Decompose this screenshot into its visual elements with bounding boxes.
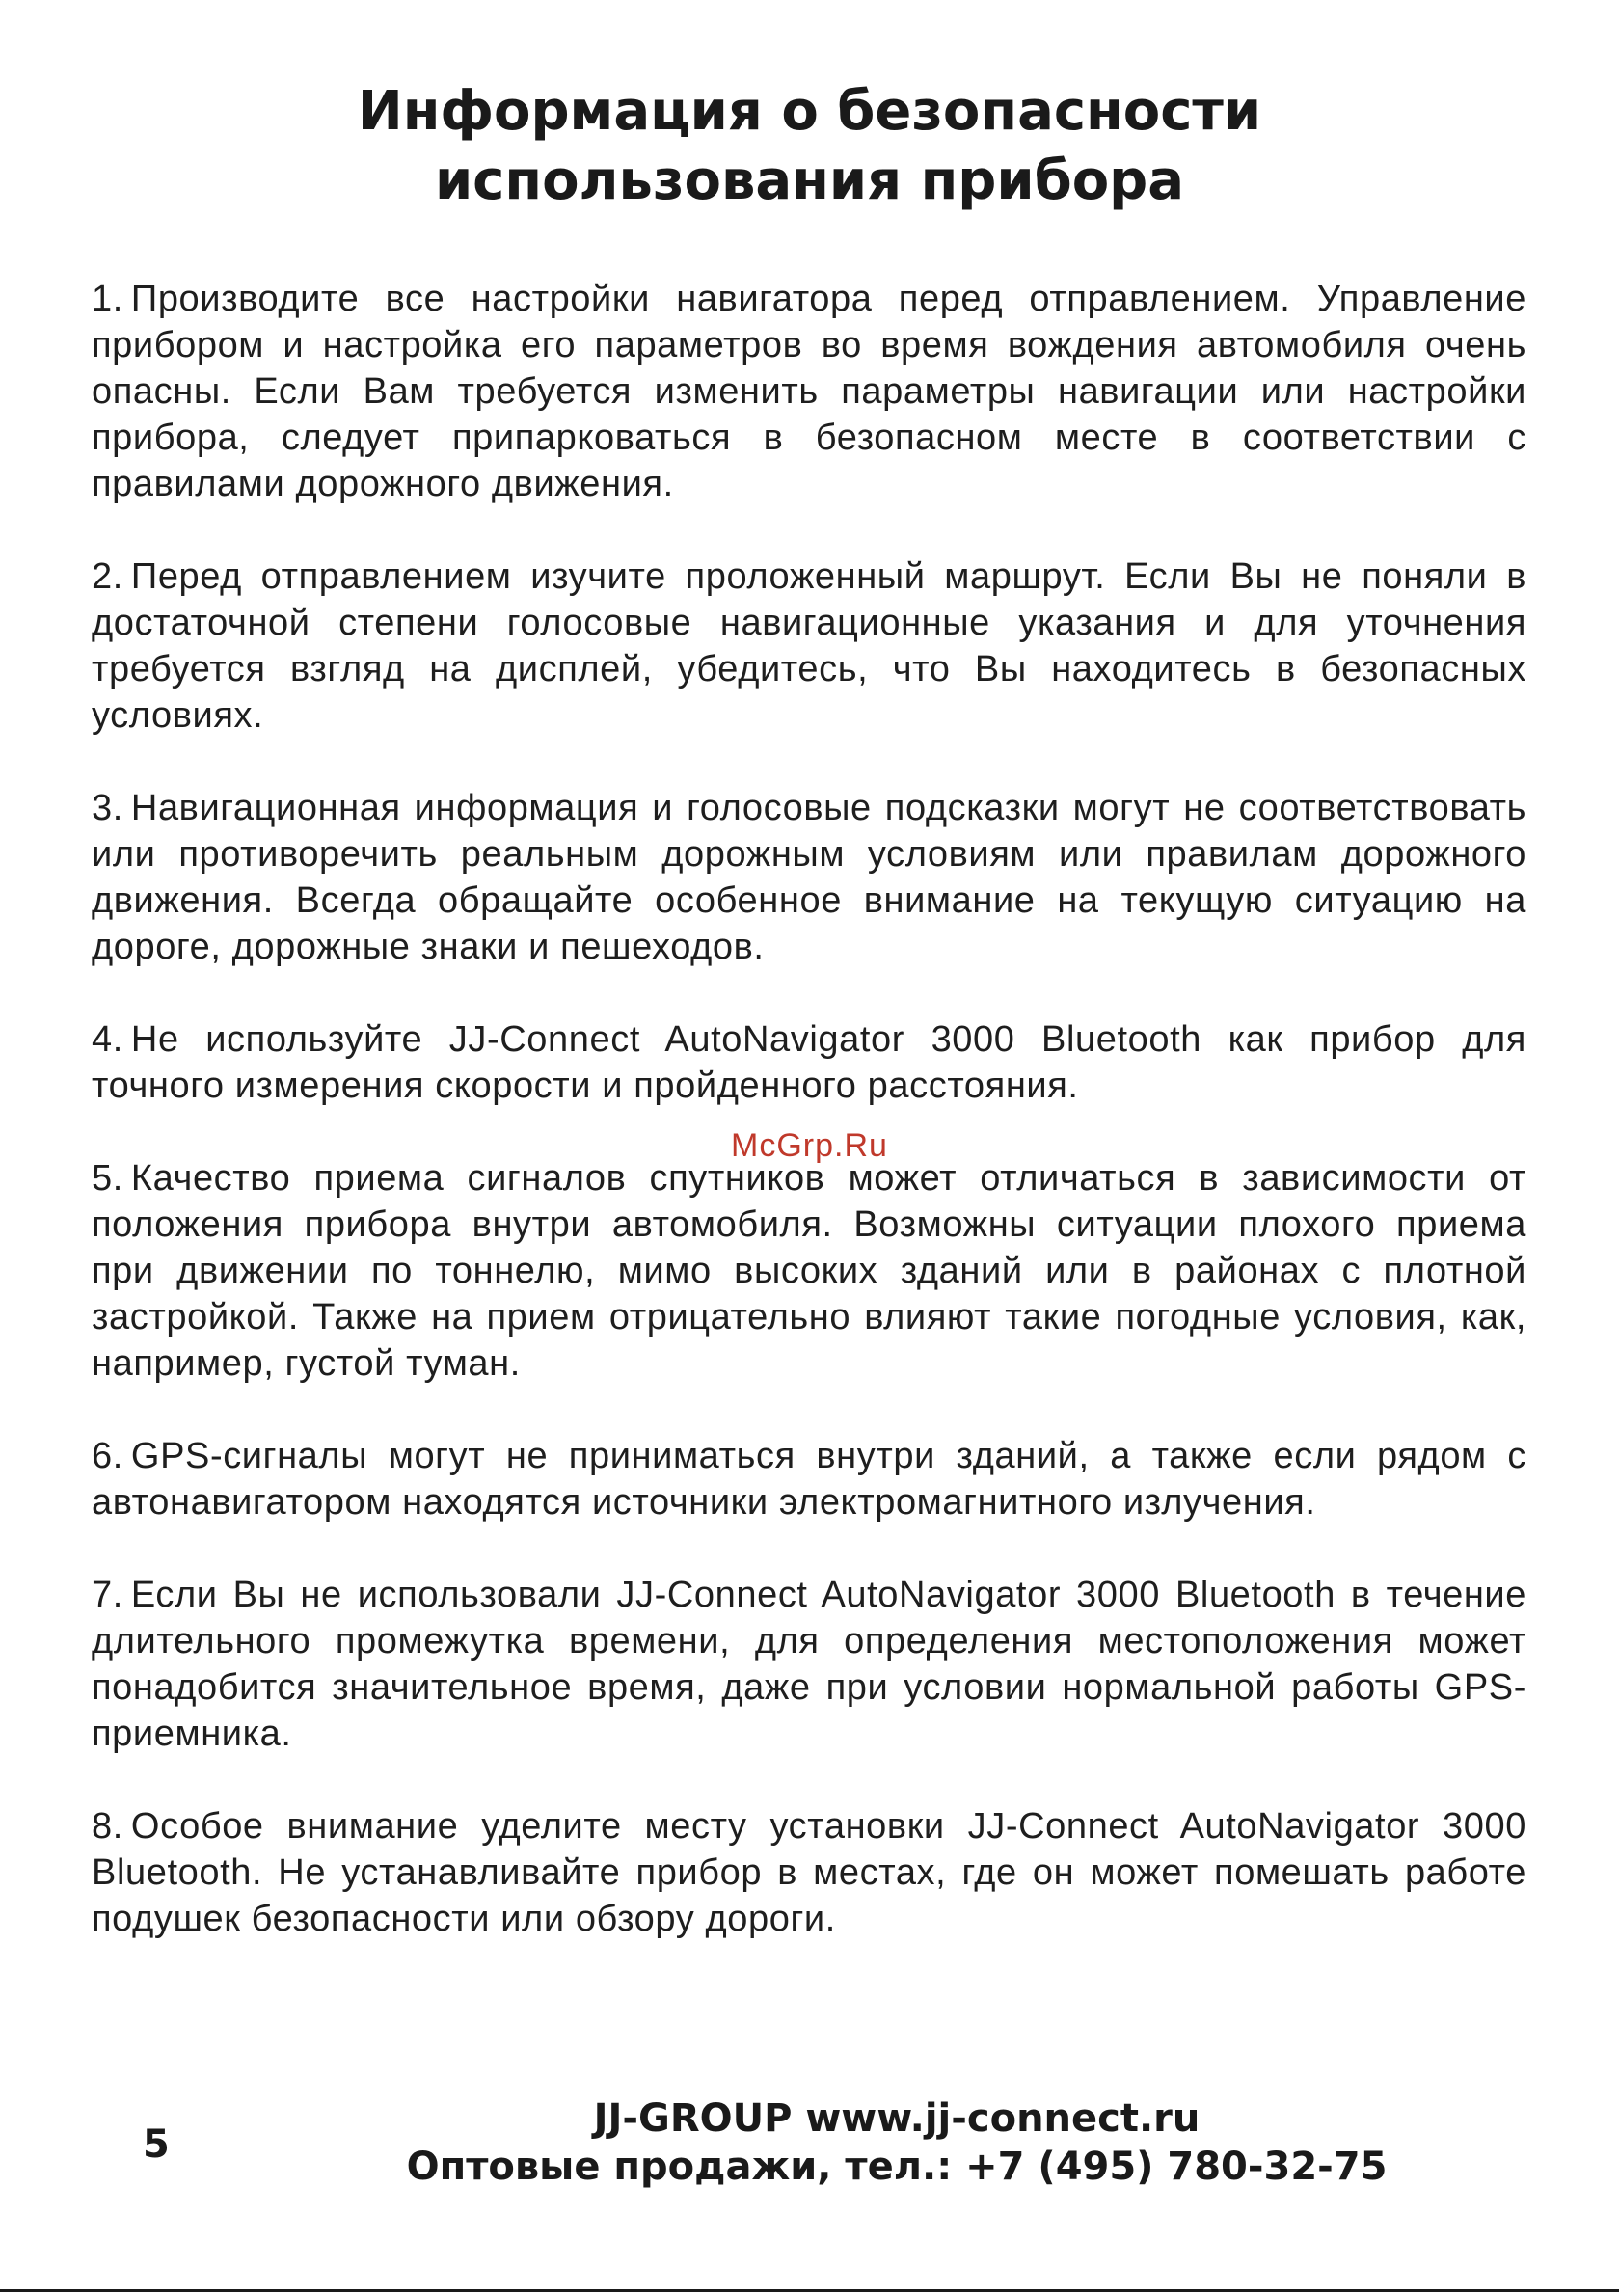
item-number: 7.: [92, 1575, 123, 1615]
item-number: 4.: [92, 1019, 123, 1060]
item-text: Качество приема сигналов спутников может отличаться в зависимости от положения прибора внутри автомобиля. Возможны ситуации плохого приема при движении по тоннелю, мимо высоких зданий или в районах с плотной застройкой. Также на прием отрицательно влияют такие погодные условия, как, например, густой туман.: [92, 1158, 1526, 1384]
safety-item-6: [92, 1433, 1526, 1526]
item-number: 8.: [92, 1806, 123, 1847]
page-title-line-2: использования прибора: [434, 149, 1185, 212]
item-text: Навигационная информация и голосовые подсказки могут не соответствовать или противоречить реальным дорожным условиям или правилам дорожного движения. Всегда обращайте особенное внимание на текущую ситуацию на дороге, дорожные знаки и пешеходов.: [92, 788, 1526, 967]
footer-contact: [318, 2094, 1475, 2191]
footer-wholesale-phone: Оптовые продажи, тел.: +7 (495) 780-32-75: [406, 2145, 1388, 2189]
item-number: 1.: [92, 279, 123, 319]
page-number: 5: [143, 2122, 170, 2167]
item-text: Если Вы не использовали JJ-Connect AutoNavigator 3000 Bluetooth в течение длительного промежутка времени, для определения местоположения может понадобится значительное время, даже при условии нормальной работы GPS-приемника.: [92, 1575, 1526, 1754]
item-number: 2.: [92, 556, 123, 597]
item-number: 5.: [92, 1158, 123, 1199]
page-title-line-1: Информация о безопасности: [357, 80, 1262, 143]
item-text: Перед отправлением изучите проложенный маршрут. Если Вы не поняли в достаточной степени голосовые навигационные указания и для уточнения требуется взгляд на дисплей, убедитесь, что Вы находитесь в безопасных условиях.: [92, 556, 1526, 736]
item-text: Особое внимание уделите месту установки JJ-Connect AutoNavigator 3000 Bluetooth. Не устанавливайте прибор в местах, где он может помешать работе подушек безопасности или обзору дороги.: [92, 1806, 1526, 1939]
safety-item-8: [92, 1803, 1526, 1942]
safety-item-2: [92, 554, 1526, 739]
item-number: 6.: [92, 1436, 123, 1476]
item-number: 3.: [92, 788, 123, 828]
page-title: [0, 77, 1619, 216]
safety-item-3: [92, 785, 1526, 970]
item-text: Производите все настройки навигатора перед отправлением. Управление прибором и настройка его параметров во время вождения автомобиля очень опасны. Если Вам требуется изменить параметры навигации или настройки прибора, следует припарковаться в безопасном месте в соответствии с правилами дорожного движения.: [92, 279, 1526, 504]
watermark-text: McGrp.Ru: [731, 1127, 888, 1164]
safety-item-7: [92, 1572, 1526, 1757]
item-text: GPS-сигналы могут не приниматься внутри зданий, а также если рядом с автонавигатором находятся источники электромагнитного излучения.: [92, 1436, 1526, 1523]
item-text: Не используйте JJ-Connect AutoNavigator 3000 Bluetooth как прибор для точного измерения скорости и пройденного расстояния.: [92, 1019, 1526, 1106]
safety-item-5: [92, 1155, 1526, 1387]
footer-company-website: JJ-GROUP www.jj-connect.ru: [593, 2096, 1201, 2141]
safety-item-4: [92, 1016, 1526, 1109]
bottom-divider: [0, 2289, 1619, 2292]
safety-item-1: [92, 276, 1526, 507]
